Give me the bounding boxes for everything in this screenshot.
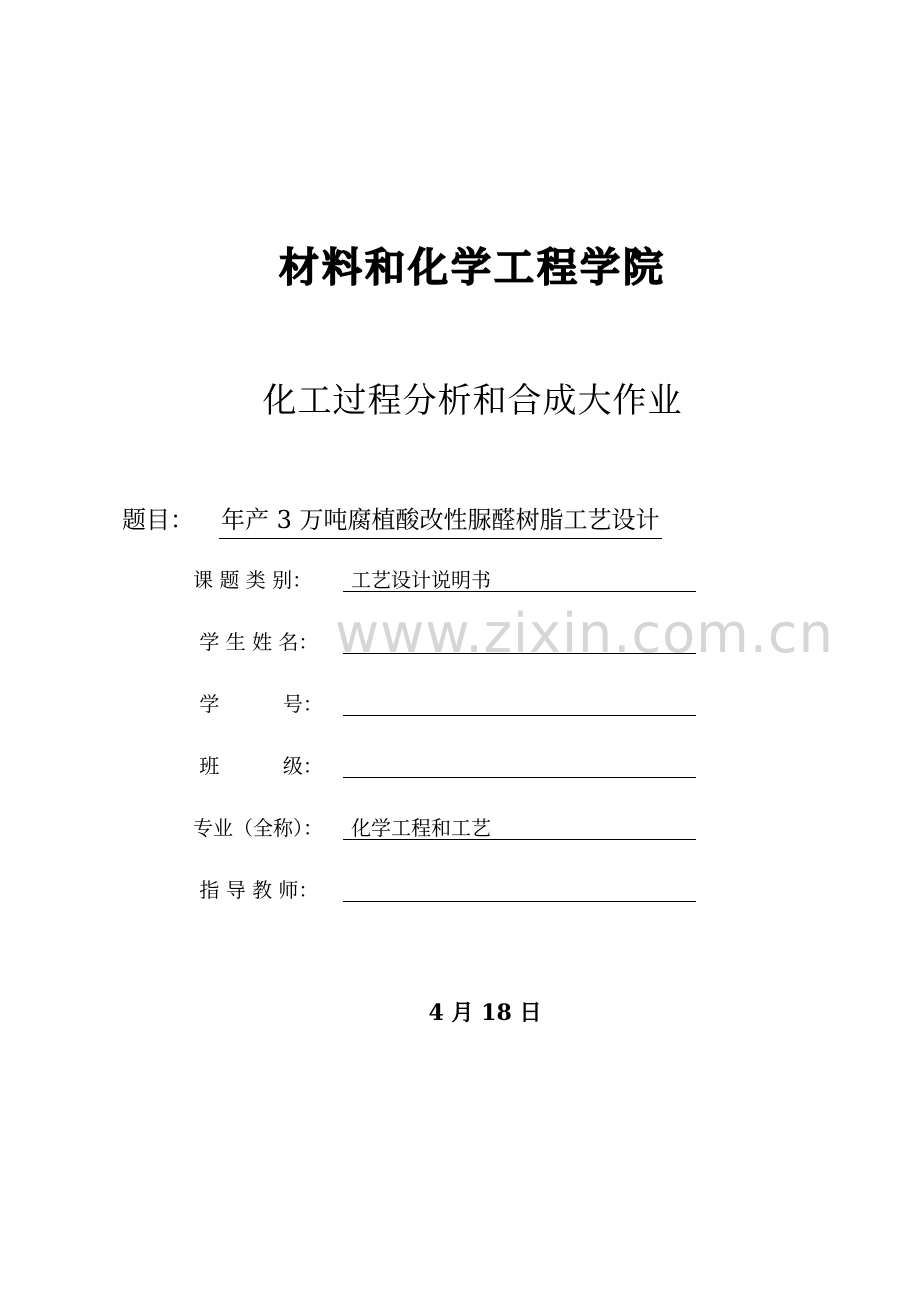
field-value: 化学工程和工艺: [351, 816, 491, 840]
field-value: 工艺设计说明书: [351, 568, 491, 592]
field-label: 班 级：: [193, 754, 323, 778]
field-student-name: [193, 628, 696, 660]
document-title: 化工过程分析和合成大作业: [262, 381, 683, 421]
field-label: 课 题 类 别：: [193, 568, 313, 592]
school-name: 材料和化学工程学院: [279, 245, 666, 291]
topic-label: 题目：: [122, 506, 194, 534]
field-category: [193, 566, 696, 598]
field-underline: [343, 715, 696, 716]
field-advisor: [193, 876, 696, 908]
field-underline: [343, 901, 696, 902]
field-underline: [343, 777, 696, 778]
field-label: 学 号：: [193, 692, 323, 716]
field-underline: [343, 653, 696, 654]
watermark: www.zixin.com.cn: [335, 602, 834, 665]
field-class: [193, 752, 696, 784]
field-label: 指 导 教 师：: [193, 878, 319, 902]
field-label: 学 生 姓 名：: [193, 630, 319, 654]
topic-value: 年产 3 万吨腐植酸改性脲醛树脂工艺设计: [219, 502, 662, 539]
field-major: [193, 814, 696, 846]
field-student-id: [193, 690, 696, 722]
field-label: 专业（全称）：: [193, 816, 323, 840]
date: 4 月 18 日: [428, 1000, 542, 1026]
